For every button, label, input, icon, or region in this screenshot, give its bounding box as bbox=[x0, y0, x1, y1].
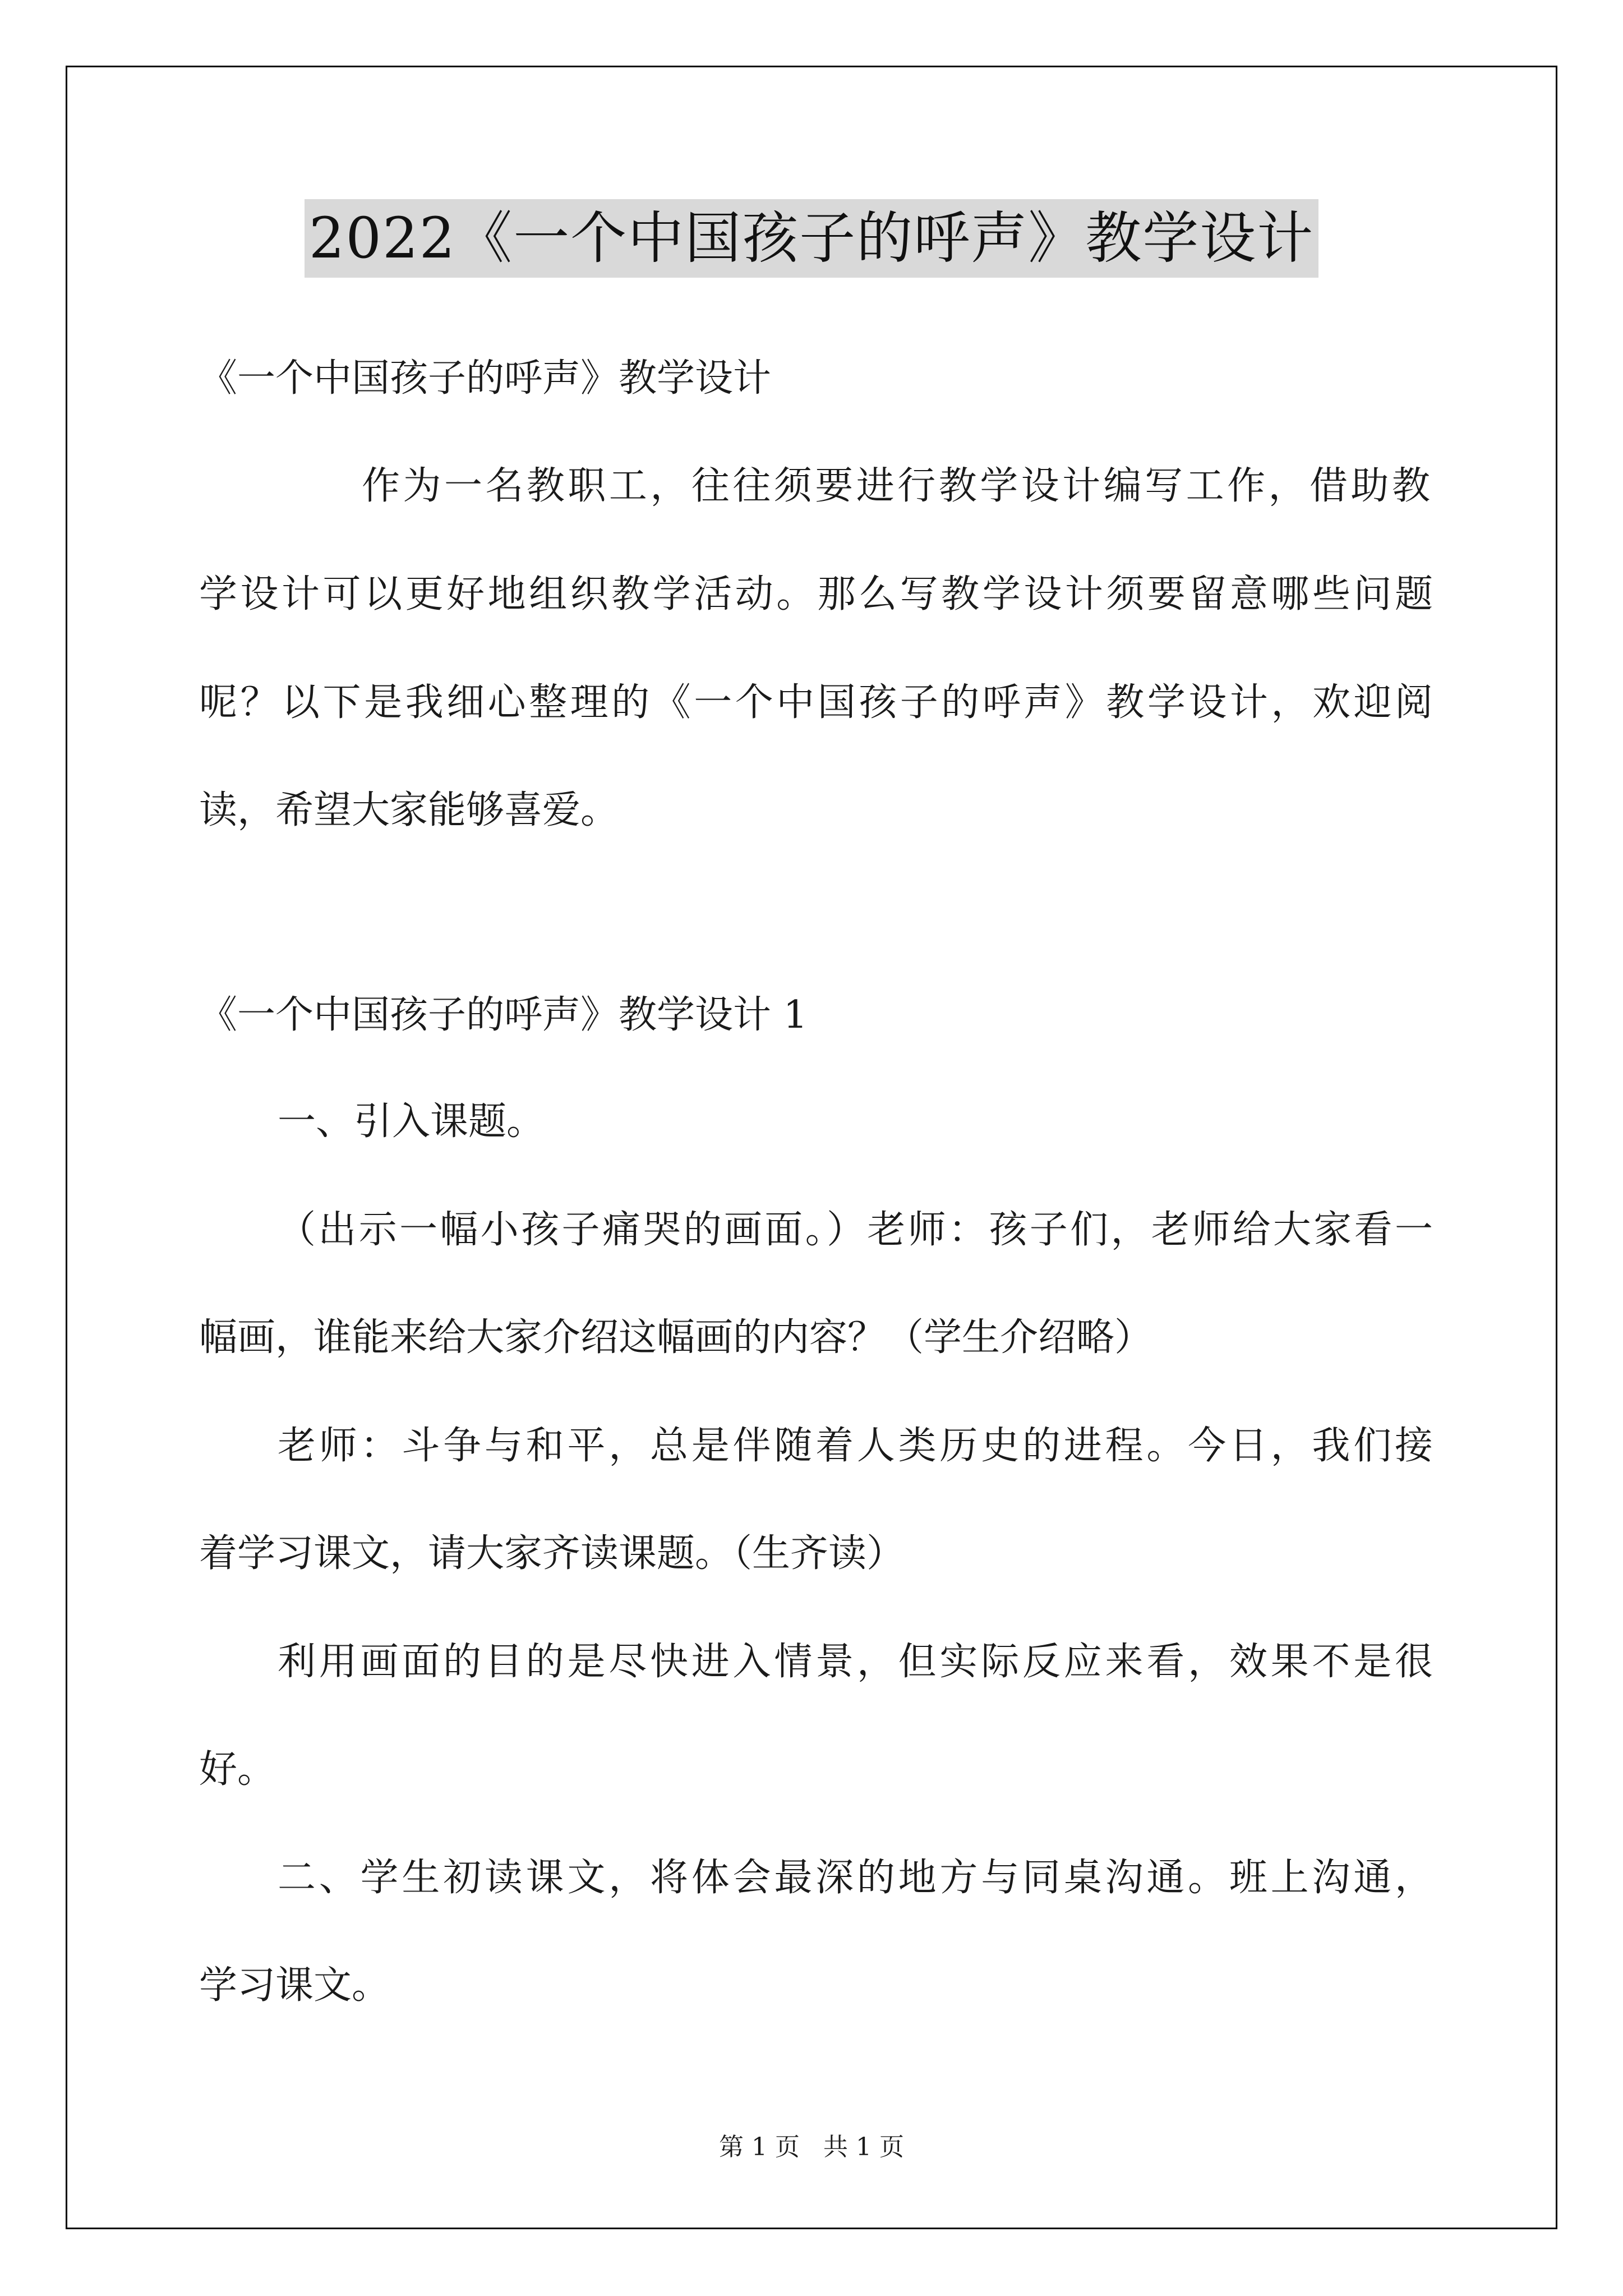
page-total: 共 1 页 bbox=[823, 2133, 904, 2161]
body-line-2: （出示一幅小孩子痛哭的画面。）老师：孩子们，老师给大家看一 bbox=[278, 1208, 1433, 1252]
document-subtitle: 《一个中国孩子的呼声》教学设计 bbox=[199, 356, 772, 401]
document-title: 2022《一个中国孩子的呼声》教学设计 bbox=[305, 199, 1319, 278]
page-number: 第 1 页 bbox=[719, 2133, 800, 2161]
body-line-6: 利用画面的目的是尽快进入情景，但实际反应来看，效果不是很 bbox=[278, 1640, 1433, 1684]
body-line-1: 一、引入课题。 bbox=[278, 1099, 545, 1144]
page-footer bbox=[0, 2131, 1623, 2164]
intro-line-1: 作为一名教职工，往往须要进行教学设计编写工作，借助教 bbox=[362, 464, 1430, 508]
intro-line-2: 学设计可以更好地组织教学活动。那么写教学设计须要留意哪些问题 bbox=[199, 572, 1433, 616]
body-line-3: 幅画，谁能来给大家介绍这幅画的内容？（学生介绍略） bbox=[199, 1315, 1153, 1360]
body-line-8: 二、学生初读课文，将体会最深的地方与同桌沟通。班上沟通， bbox=[278, 1856, 1433, 1900]
intro-line-3: 呢？以下是我细心整理的《一个中国孩子的呼声》教学设计，欢迎阅 bbox=[199, 680, 1433, 725]
title-container bbox=[0, 199, 1623, 278]
intro-line-4: 读，希望大家能够喜爱。 bbox=[199, 788, 619, 832]
body-line-7: 好。 bbox=[199, 1747, 276, 1792]
body-line-4: 老师：斗争与和平，总是伴随着人类历史的进程。今日，我们接 bbox=[278, 1424, 1433, 1468]
section-heading: 《一个中国孩子的呼声》教学设计 1 bbox=[199, 993, 808, 1037]
body-line-5: 着学习课文，请大家齐读课题。（生齐读） bbox=[199, 1531, 905, 1576]
body-line-9: 学习课文。 bbox=[199, 1963, 390, 2008]
